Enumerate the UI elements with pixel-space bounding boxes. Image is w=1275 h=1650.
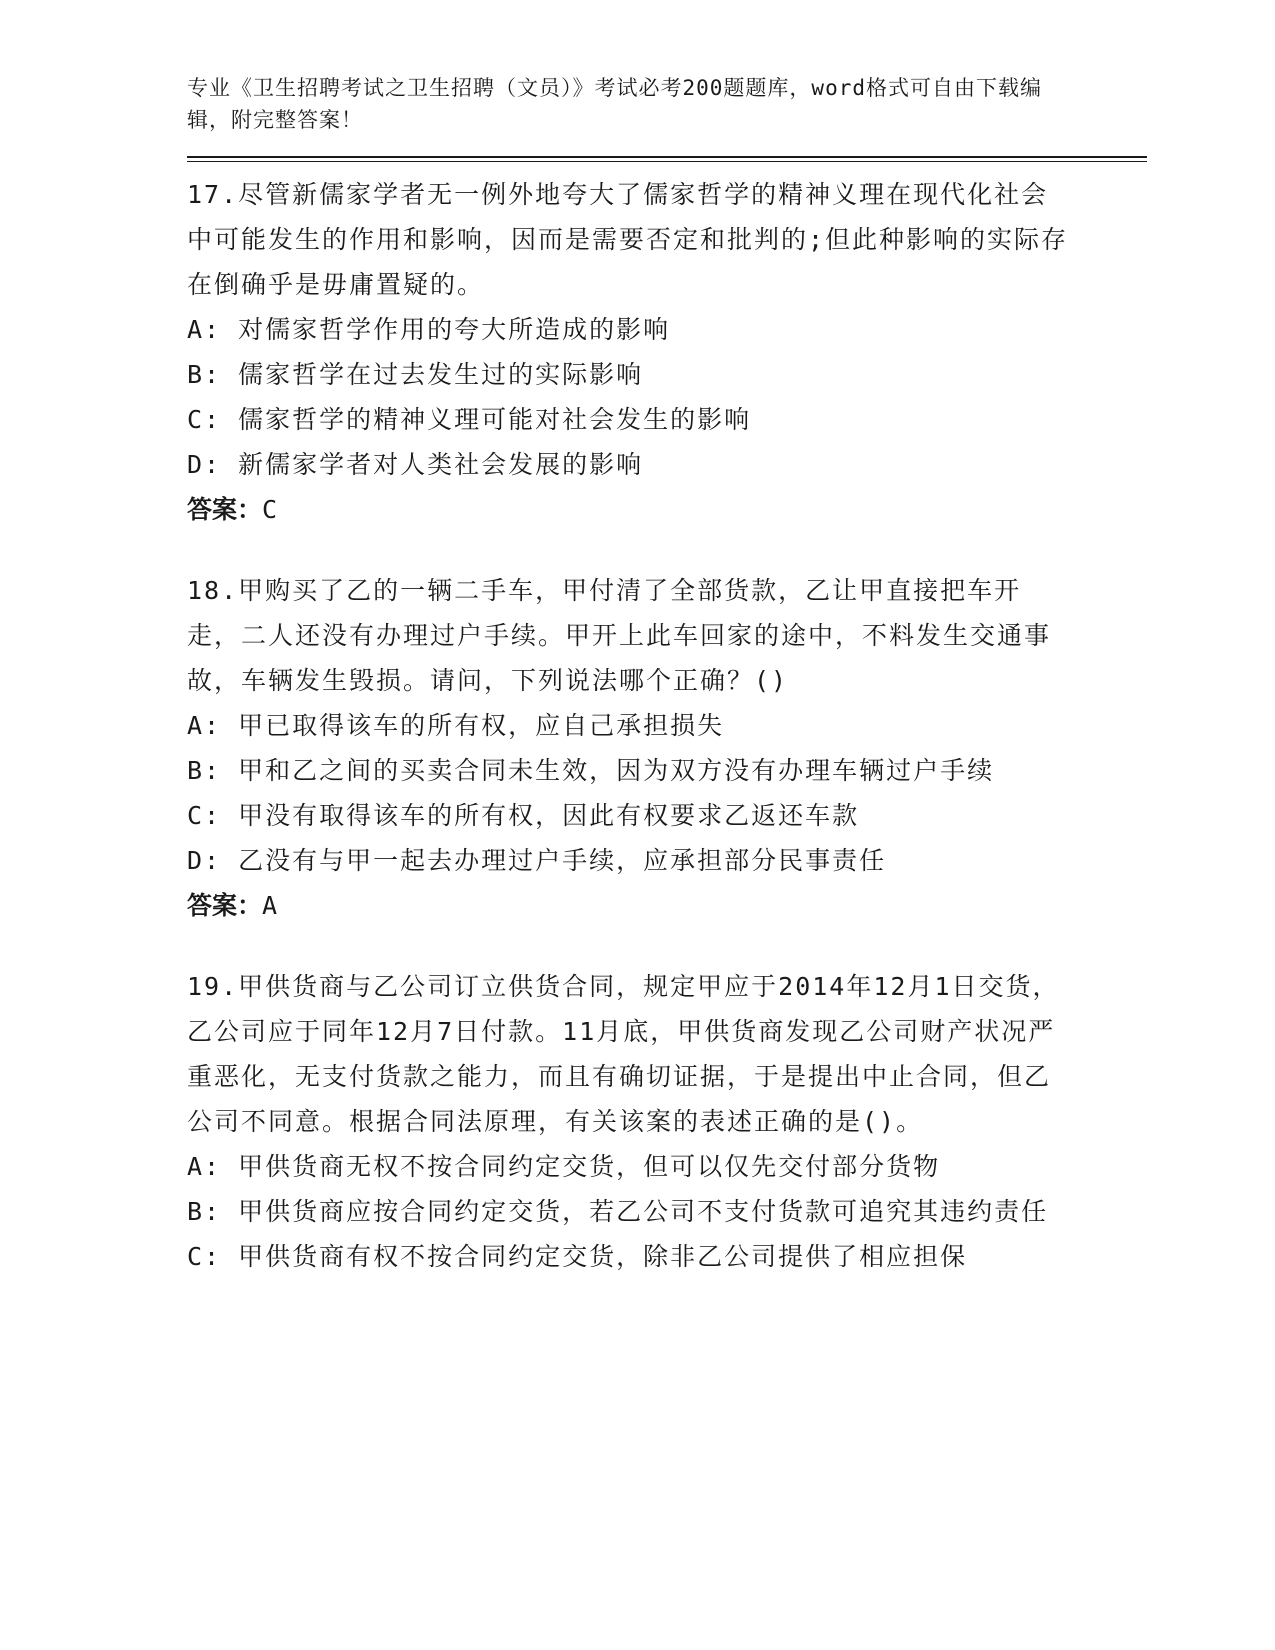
document-header: 专业《卫生招聘考试之卫生招聘（文员）》考试必考200题题库，word格式可自由下载编辑，附完整答案！ bbox=[187, 76, 1042, 132]
option-a: A: 对儒家哲学作用的夸大所造成的影响 bbox=[187, 315, 671, 344]
option-c: C: 儒家哲学的精神义理可能对社会发生的影响 bbox=[187, 405, 752, 434]
document-page bbox=[187, 72, 1147, 1315]
answer-label: 答案： bbox=[187, 495, 263, 524]
question-stem: 17.尽管新儒家学者无一例外地夸大了儒家哲学的精神义理在现代化社会中可能发生的作用和影响，因而是需要否定和批判的;但此种影响的实际存在倒确乎是毋庸置疑的。 bbox=[187, 180, 1069, 299]
option-d: D: 新儒家学者对人类社会发展的影响 bbox=[187, 450, 644, 479]
header-divider bbox=[187, 156, 1147, 162]
option-c: C: 甲没有取得该车的所有权，因此有权要求乙返还车款 bbox=[187, 801, 860, 830]
question-stem: 18.甲购买了乙的一辆二手车，甲付清了全部货款，乙让甲直接把车开走，二人还没有办理过户手续。甲开上此车回家的途中，不料发生交通事故，车辆发生毁损。请问，下列说法哪个正确？() bbox=[187, 576, 1052, 695]
option-a: A: 甲已取得该车的所有权，应自己承担损失 bbox=[187, 711, 725, 740]
divider-thick-line bbox=[187, 156, 1147, 158]
answer-value: C bbox=[262, 495, 278, 524]
answer-label: 答案： bbox=[187, 891, 263, 920]
question-list bbox=[187, 172, 1147, 1279]
answer-line bbox=[187, 487, 1147, 532]
option-b: B: 甲和乙之间的买卖合同未生效，因为双方没有办理车辆过户手续 bbox=[187, 756, 995, 785]
answer-value: A bbox=[262, 891, 278, 920]
question-18 bbox=[187, 568, 1147, 928]
question-stem: 19.甲供货商与乙公司订立供货合同，规定甲应于2014年12月1日交货，乙公司应于同年12月7日付款。11月底，甲供货商发现乙公司财产状况严重恶化，无支付货款之能力，而且有确切证据，于是提出中止合同，但乙公司不同意。根据合同法原理，有关该案的表述正确的是()。 bbox=[187, 972, 1060, 1136]
option-d: D: 乙没有与甲一起去办理过户手续，应承担部分民事责任 bbox=[187, 846, 887, 875]
question-17 bbox=[187, 172, 1147, 532]
divider-thin-line bbox=[187, 161, 1147, 162]
option-b: B: 甲供货商应按合同约定交货，若乙公司不支付货款可追究其违约责任 bbox=[187, 1197, 1049, 1226]
question-19 bbox=[187, 964, 1147, 1279]
option-a: A: 甲供货商无权不按合同约定交货，但可以仅先交付部分货物 bbox=[187, 1152, 941, 1181]
option-b: B: 儒家哲学在过去发生过的实际影响 bbox=[187, 360, 644, 389]
answer-line bbox=[187, 883, 1147, 928]
option-c: C: 甲供货商有权不按合同约定交货，除非乙公司提供了相应担保 bbox=[187, 1242, 968, 1271]
